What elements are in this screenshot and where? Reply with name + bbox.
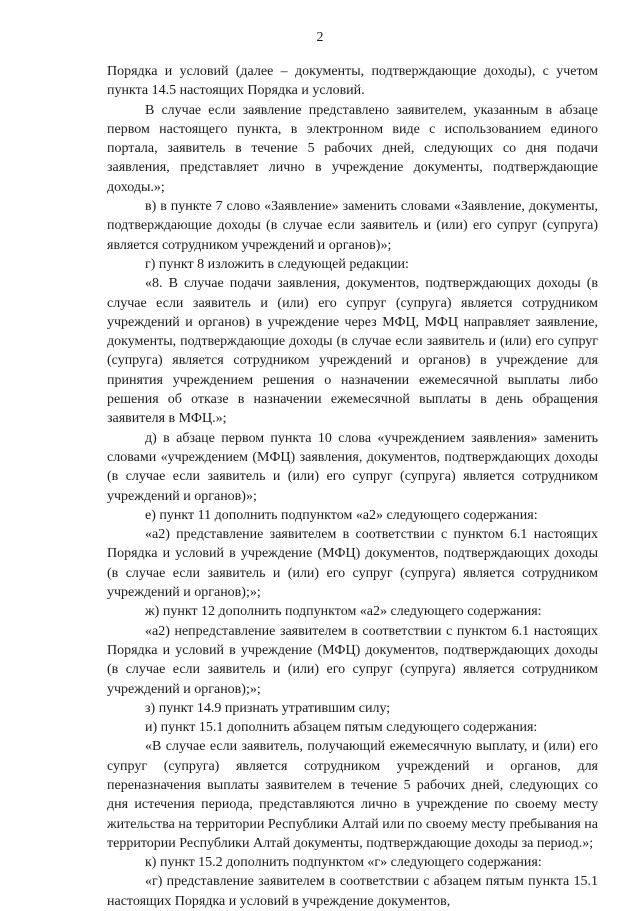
paragraph: «8. В случае подачи заявления, документов, подтверждающих доходы (в случае если заявитель и (или) его супруг (супруга) является сотрудником учреждений и органов) в учреждение через МФЦ, МФЦ направляет заявление, документы, подтверждающие доходы (в случае если заявитель и (или) его супруг (супруга) является сотрудником учреждений и органов) в учреждение для принятия учреждением решения о назначении ежемесячной выплаты либо решения об отказе в назначении ежемесячной выплаты в день обращения заявителя в МФЦ.»; bbox=[107, 276, 598, 427]
paragraph: «г) представление заявителем в соответствии с абзацем пятым пункта 15.1 настоящих Порядка и условий в учреждение документов, bbox=[107, 874, 598, 909]
paragraph: В случае если заявление представлено заявителем, указанным в абзаце первом настоящего пункта, в электронном виде с использованием единого портала, заявитель в течение 5 рабочих дней, следующих со дня подачи заявления, представляет лично в учреждение документы, подтверждающие доходы.»; bbox=[107, 102, 598, 195]
body-text bbox=[107, 62, 598, 911]
paragraph: д) в абзаце первом пункта 10 слова «учреждением заявления» заменить словами «учреждением (МФЦ) заявления, документов, подтверждающих доходы (в случае если заявитель и (или) его супруг (супруга) является сотрудником учреждений и органов)»; bbox=[107, 430, 598, 504]
paragraph: г) пункт 8 изложить в следующей редакции: bbox=[145, 256, 409, 272]
paragraph: «а2) представление заявителем в соответствии с пунктом 6.1 настоящих Порядка и условий в учреждение (МФЦ) документов, подтверждающих доходы (в случае если заявитель и (или) его супруг (супруга) является сотрудником учреждений и органов);»; bbox=[107, 527, 598, 601]
paragraph: Порядка и условий (далее – документы, подтверждающие доходы), с учетом пункта 14.5 настоящих Порядка и условий. bbox=[107, 64, 598, 99]
paragraph: в) в пункте 7 слово «Заявление» заменить словами «Заявление, документы, подтверждающие доходы (в случае если заявитель и (или) его супруг (супруга) является сотрудником учреждений и органов)»; bbox=[107, 199, 598, 253]
page-number: 2 bbox=[316, 30, 324, 45]
paragraph: «а2) непредставление заявителем в соответствии с пунктом 6.1 настоящих Порядка и условий в учреждение (МФЦ) документов, подтверждающих доходы (в случае если заявитель и (или) его супруг (супруга) является сотрудником учреждений и органов);»; bbox=[107, 623, 598, 697]
paragraph: к) пункт 15.2 дополнить подпунктом «г» следующего содержания: bbox=[145, 855, 542, 871]
paragraph: ж) пункт 12 дополнить подпунктом «а2» следующего содержания: bbox=[145, 604, 542, 620]
paragraph: е) пункт 11 дополнить подпунктом «а2» следующего содержания: bbox=[145, 507, 538, 523]
paragraph: з) пункт 14.9 признать утратившим силу; bbox=[145, 700, 391, 716]
paragraph: и) пункт 15.1 дополнить абзацем пятым следующего содержания: bbox=[145, 720, 538, 736]
paragraph: «В случае если заявитель, получающий ежемесячную выплату, и (или) его супруг (супруга) является сотрудником учреждений и органов, для переназначения выплаты заявителем в течение 5 рабочих дней, следующих со дня истечения периода, представляются лично в учреждение по своему месту жительства на территории Республики Алтай или по своему месту пребывания на территории Республики Алтай документы, подтверждающие доходы за период.»; bbox=[107, 739, 598, 851]
